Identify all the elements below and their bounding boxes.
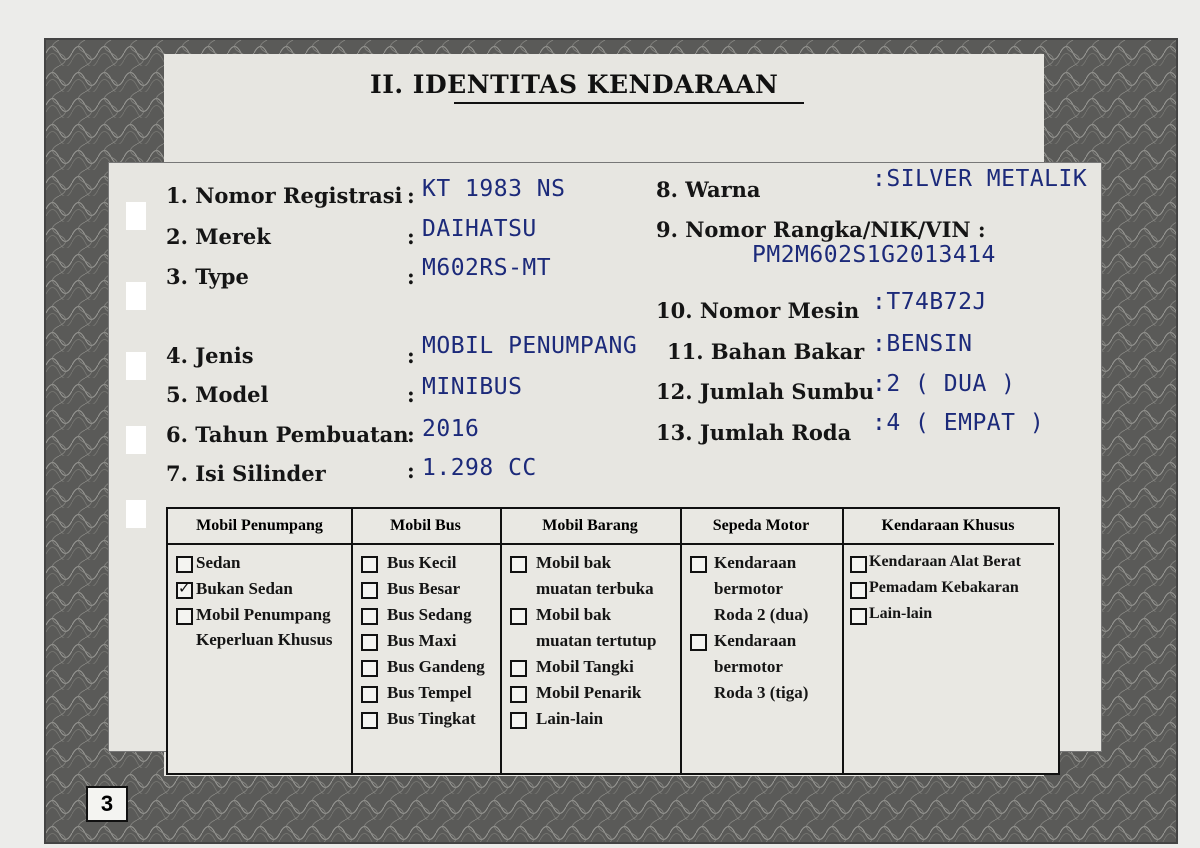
colon: : <box>407 264 415 289</box>
checkbox-bus-tingkat[interactable] <box>361 712 378 729</box>
checkbox-mobil-penumpang-keperluan-khusus[interactable] <box>176 608 193 625</box>
checkbox-mobil-tangki[interactable] <box>510 660 527 677</box>
column-mobil-penumpang <box>168 509 353 773</box>
title-underline <box>454 102 804 104</box>
option-label: Mobil bak <box>536 553 612 572</box>
column-sepeda-motor <box>680 509 844 773</box>
option-label: Mobil Tangki <box>536 657 634 676</box>
checkbox-mobil-barang-lain-lain[interactable] <box>510 712 527 729</box>
field-label-model: 5. Model <box>166 382 269 407</box>
option-label: Lain-lain <box>869 605 933 622</box>
colon: : <box>407 183 415 208</box>
field-label-bahan-bakar: 11. Bahan Bakar <box>667 339 865 364</box>
field-value-jumlah-sumbu: :2 ( DUA ) <box>872 371 1016 397</box>
checkbox-bus-tempel[interactable] <box>361 686 378 703</box>
vehicle-category-table <box>166 507 1060 775</box>
checkbox-bus-kecil[interactable] <box>361 556 378 573</box>
colon: : <box>407 422 415 447</box>
option-label: Bus Tingkat <box>387 709 476 728</box>
field-label-jenis: 4. Jenis <box>166 343 254 368</box>
page-number: 3 <box>86 786 128 822</box>
field-label-type: 3. Type <box>166 264 249 289</box>
option-label: Kendaraan <box>714 631 797 650</box>
option-label: Bus Sedang <box>387 605 472 624</box>
colon: : <box>407 458 415 483</box>
option-label: Bukan Sedan <box>196 579 293 598</box>
option-label-continued: muatan terbuka <box>536 579 654 598</box>
colon: : <box>407 343 415 368</box>
column-header: Kendaraan Khusus <box>842 509 1054 545</box>
option-label-continued: bermotor <box>714 579 783 598</box>
option-label: Mobil bak <box>536 605 612 624</box>
field-value-nomor-rangka: PM2M602S1G2013414 <box>752 242 996 268</box>
punch-hole <box>126 282 146 310</box>
checkbox-mobil-penarik[interactable] <box>510 686 527 703</box>
field-value-isi-silinder: 1.298 CC <box>422 455 537 481</box>
checkbox-mobil-bak-tertutup[interactable] <box>510 608 527 625</box>
option-label: Sedan <box>196 553 241 572</box>
field-value-type: M602RS-MT <box>422 255 552 281</box>
field-value-tahun-pembuatan: 2016 <box>422 416 480 442</box>
column-header: Mobil Barang <box>500 509 680 545</box>
checkbox-kendaraan-alat-berat[interactable] <box>850 556 867 573</box>
field-value-merek: DAIHATSU <box>422 216 537 242</box>
field-label-nomor-rangka: 9. Nomor Rangka/NIK/VIN : <box>656 217 986 242</box>
option-label-continued: Roda 3 (tiga) <box>714 683 809 702</box>
colon: : <box>407 224 415 249</box>
option-label: Bus Maxi <box>387 631 457 650</box>
punch-hole <box>126 426 146 454</box>
field-value-jenis: MOBIL PENUMPANG <box>422 333 638 359</box>
checkbox-roda-3[interactable] <box>690 634 707 651</box>
option-label: Mobil Penumpang <box>196 605 331 624</box>
field-value-model: MINIBUS <box>422 374 523 400</box>
option-label: Bus Tempel <box>387 683 472 702</box>
option-label: Bus Kecil <box>387 553 457 572</box>
option-label: Pemadam Kebakaran <box>869 579 1019 596</box>
checkbox-bus-besar[interactable] <box>361 582 378 599</box>
option-label-continued: Roda 2 (dua) <box>714 605 809 624</box>
option-label-continued: muatan tertutup <box>536 631 657 650</box>
column-header: Mobil Bus <box>351 509 500 545</box>
field-value-nomor-mesin: :T74B72J <box>872 289 987 315</box>
option-label-continued: Keperluan Khusus <box>196 630 333 649</box>
column-mobil-barang <box>500 509 682 773</box>
field-label-nomor-mesin: 10. Nomor Mesin <box>656 298 860 323</box>
field-label-isi-silinder: 7. Isi Silinder <box>166 461 326 486</box>
field-label-jumlah-roda: 13. Jumlah Roda <box>656 420 852 445</box>
punch-hole <box>126 352 146 380</box>
checkbox-bus-gandeng[interactable] <box>361 660 378 677</box>
checkbox-bus-sedang[interactable] <box>361 608 378 625</box>
column-header: Mobil Penumpang <box>168 509 351 545</box>
field-label-tahun-pembuatan: 6. Tahun Pembuatan <box>166 422 409 447</box>
colon: : <box>407 382 415 407</box>
option-label: Mobil Penarik <box>536 683 642 702</box>
field-value-nomor-registrasi: KT 1983 NS <box>422 176 566 202</box>
option-label: Bus Besar <box>387 579 461 598</box>
column-kendaraan-khusus <box>842 509 1054 773</box>
checkbox-bus-maxi[interactable] <box>361 634 378 651</box>
column-header: Sepeda Motor <box>680 509 842 545</box>
field-value-bahan-bakar: :BENSIN <box>872 331 973 357</box>
punch-hole <box>126 500 146 528</box>
field-label-warna: 8. Warna <box>656 177 761 202</box>
field-value-warna: :SILVER METALIK <box>872 166 1088 192</box>
checkbox-khusus-lain-lain[interactable] <box>850 608 867 625</box>
checkbox-sedan[interactable] <box>176 556 193 573</box>
section-title: II. IDENTITAS KENDARAAN <box>370 70 779 99</box>
field-value-jumlah-roda: :4 ( EMPAT ) <box>872 410 1045 436</box>
option-label: Bus Gandeng <box>387 657 485 676</box>
option-label: Lain-lain <box>536 709 604 728</box>
field-label-merek: 2. Merek <box>166 224 271 249</box>
checkbox-mobil-bak-terbuka[interactable] <box>510 556 527 573</box>
option-label-continued: bermotor <box>714 657 783 676</box>
punch-hole <box>126 202 146 230</box>
checkbox-bukan-sedan[interactable] <box>176 582 193 599</box>
field-label-nomor-registrasi: 1. Nomor Registrasi <box>166 183 403 208</box>
checkbox-pemadam-kebakaran[interactable] <box>850 582 867 599</box>
checkbox-roda-2[interactable] <box>690 556 707 573</box>
option-label: Kendaraan <box>714 553 797 572</box>
column-mobil-bus <box>351 509 502 773</box>
option-label: Kendaraan Alat Berat <box>869 553 1021 570</box>
field-label-jumlah-sumbu: 12. Jumlah Sumbu <box>656 379 875 404</box>
